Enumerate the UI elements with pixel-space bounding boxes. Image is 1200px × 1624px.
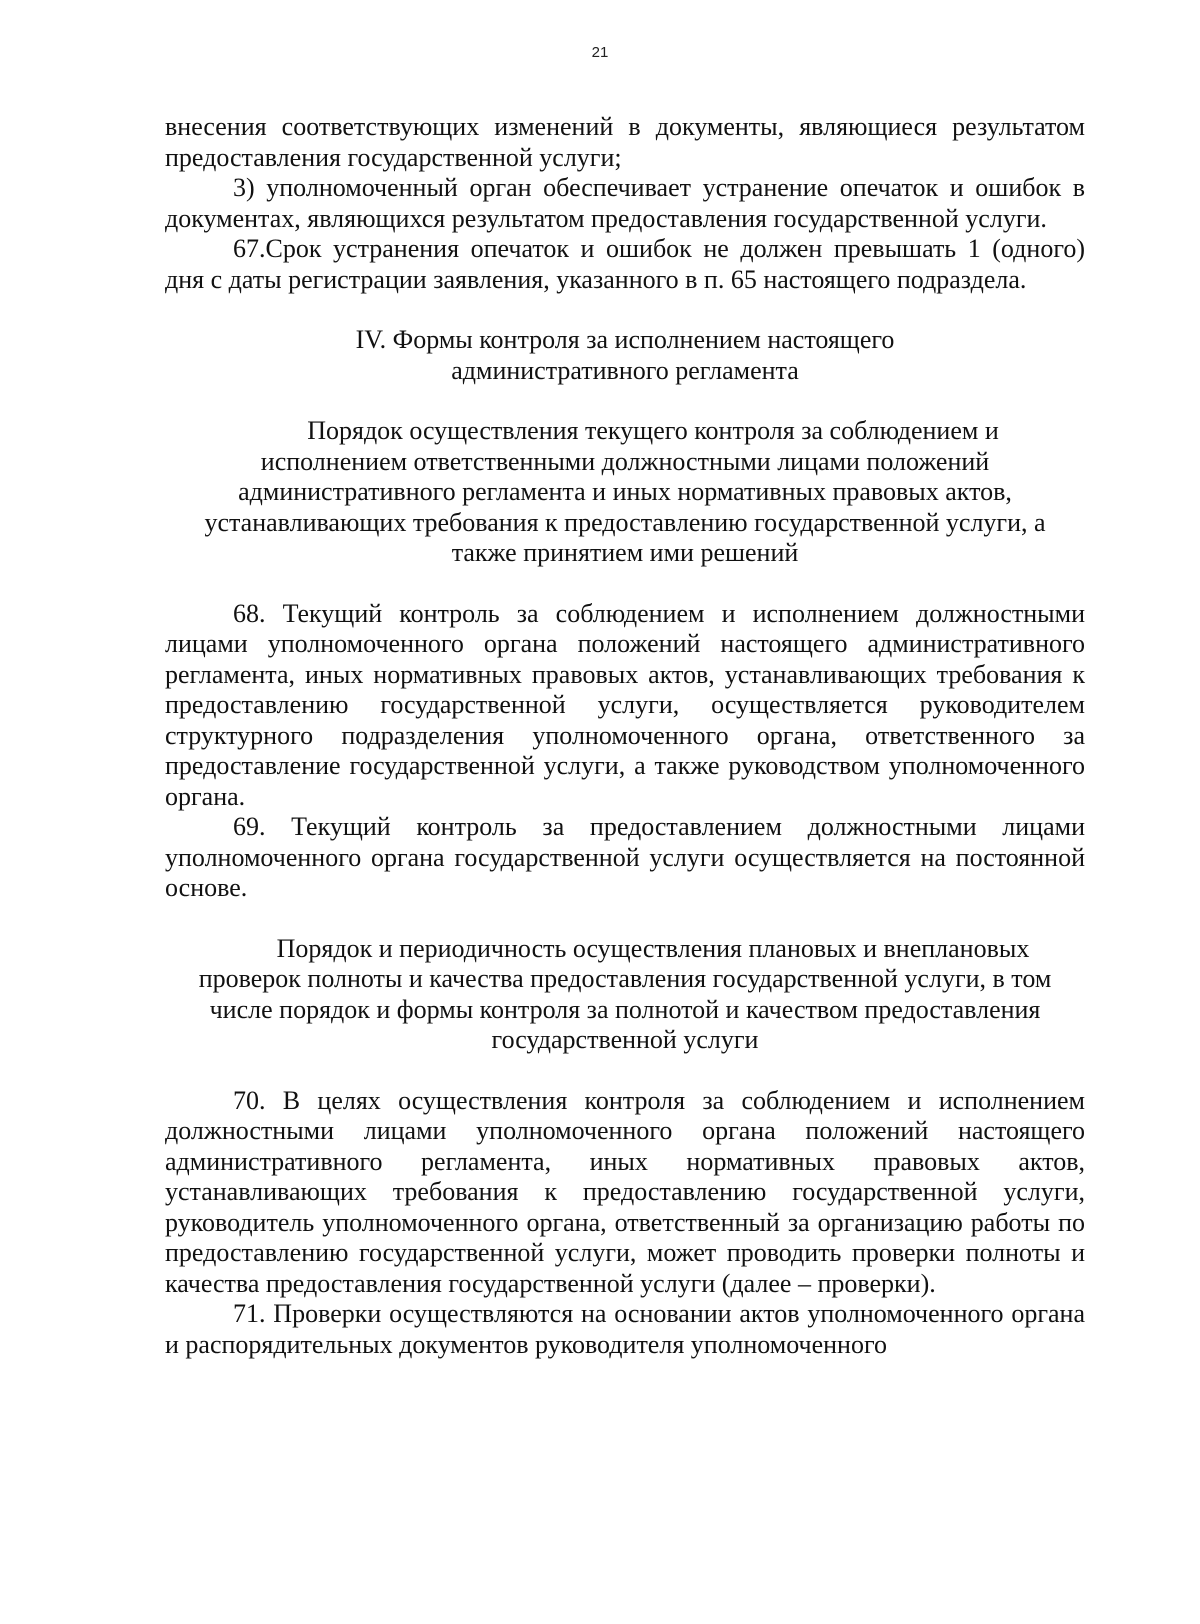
spacer bbox=[165, 1056, 1085, 1086]
paragraph-70: 70. В целях осуществления контроля за соблюдением и исполнением должностными лицами уполномоченного органа положений настоящего административного регламента, иных нормативных правовых актов, устанавливающих требования к предоставлению государственной услуги, руководитель уполномоченного органа, ответственный за организацию работы по предоставлению государственной услуги, может проводить проверки полноты и качества предоставления государственной услуги (далее – проверки). bbox=[165, 1085, 1085, 1298]
spacer bbox=[165, 904, 1085, 934]
spacer bbox=[165, 386, 1085, 416]
subsection-heading-inspections: Порядок и периодичность осуществления плановых и внеплановых проверок полноты и качества предоставления государственной услуги, в том числе порядок и формы контроля за полнотой и качеством предоставления государственной услуги bbox=[198, 933, 1052, 1054]
section-heading: IV. Формы контроля за исполнением настоящего административного регламента bbox=[355, 325, 895, 385]
page-number: 21 bbox=[591, 44, 609, 61]
spacer bbox=[165, 295, 1085, 325]
paragraph-item-3: 3) уполномоченный орган обеспечивает устранение опечаток и ошибок в документах, являющихся результатом предоставления государственной услуги. bbox=[165, 173, 1085, 233]
paragraph-67: 67.Срок устранения опечаток и ошибок не должен превышать 1 (одного) дня с даты регистрации заявления, указанного в п. 65 настоящего подраздела. bbox=[165, 234, 1085, 294]
spacer bbox=[165, 569, 1085, 599]
subsection-heading-current-control: Порядок осуществления текущего контроля за соблюдением и исполнением ответственными должностными лицами положений административного регламента и иных нормативных правовых актов, устанавливающих требования к предоставлению государственной услуги, а также принятием ими решений bbox=[204, 416, 1046, 567]
paragraph-continuation: внесения соответствующих изменений в документы, являющиеся результатом предоставления государственной услуги; bbox=[165, 112, 1085, 172]
paragraph-71: 71. Проверки осуществляются на основании актов уполномоченного органа и распорядительных документов руководителя уполномоченного bbox=[165, 1299, 1085, 1359]
paragraph-68: 68. Текущий контроль за соблюдением и исполнением должностными лицами уполномоченного органа положений настоящего административного регламента, иных нормативных правовых актов, устанавливающих требования к предоставлению государственной услуги, осуществляется руководителем структурного подразделения уполномоченного органа, ответственного за предоставление государственной услуги, а также руководством уполномоченного органа. bbox=[165, 598, 1085, 811]
document-body bbox=[165, 112, 1085, 1360]
paragraph-69: 69. Текущий контроль за предоставлением должностными лицами уполномоченного органа государственной услуги осуществляется на постоянной основе. bbox=[165, 812, 1085, 902]
